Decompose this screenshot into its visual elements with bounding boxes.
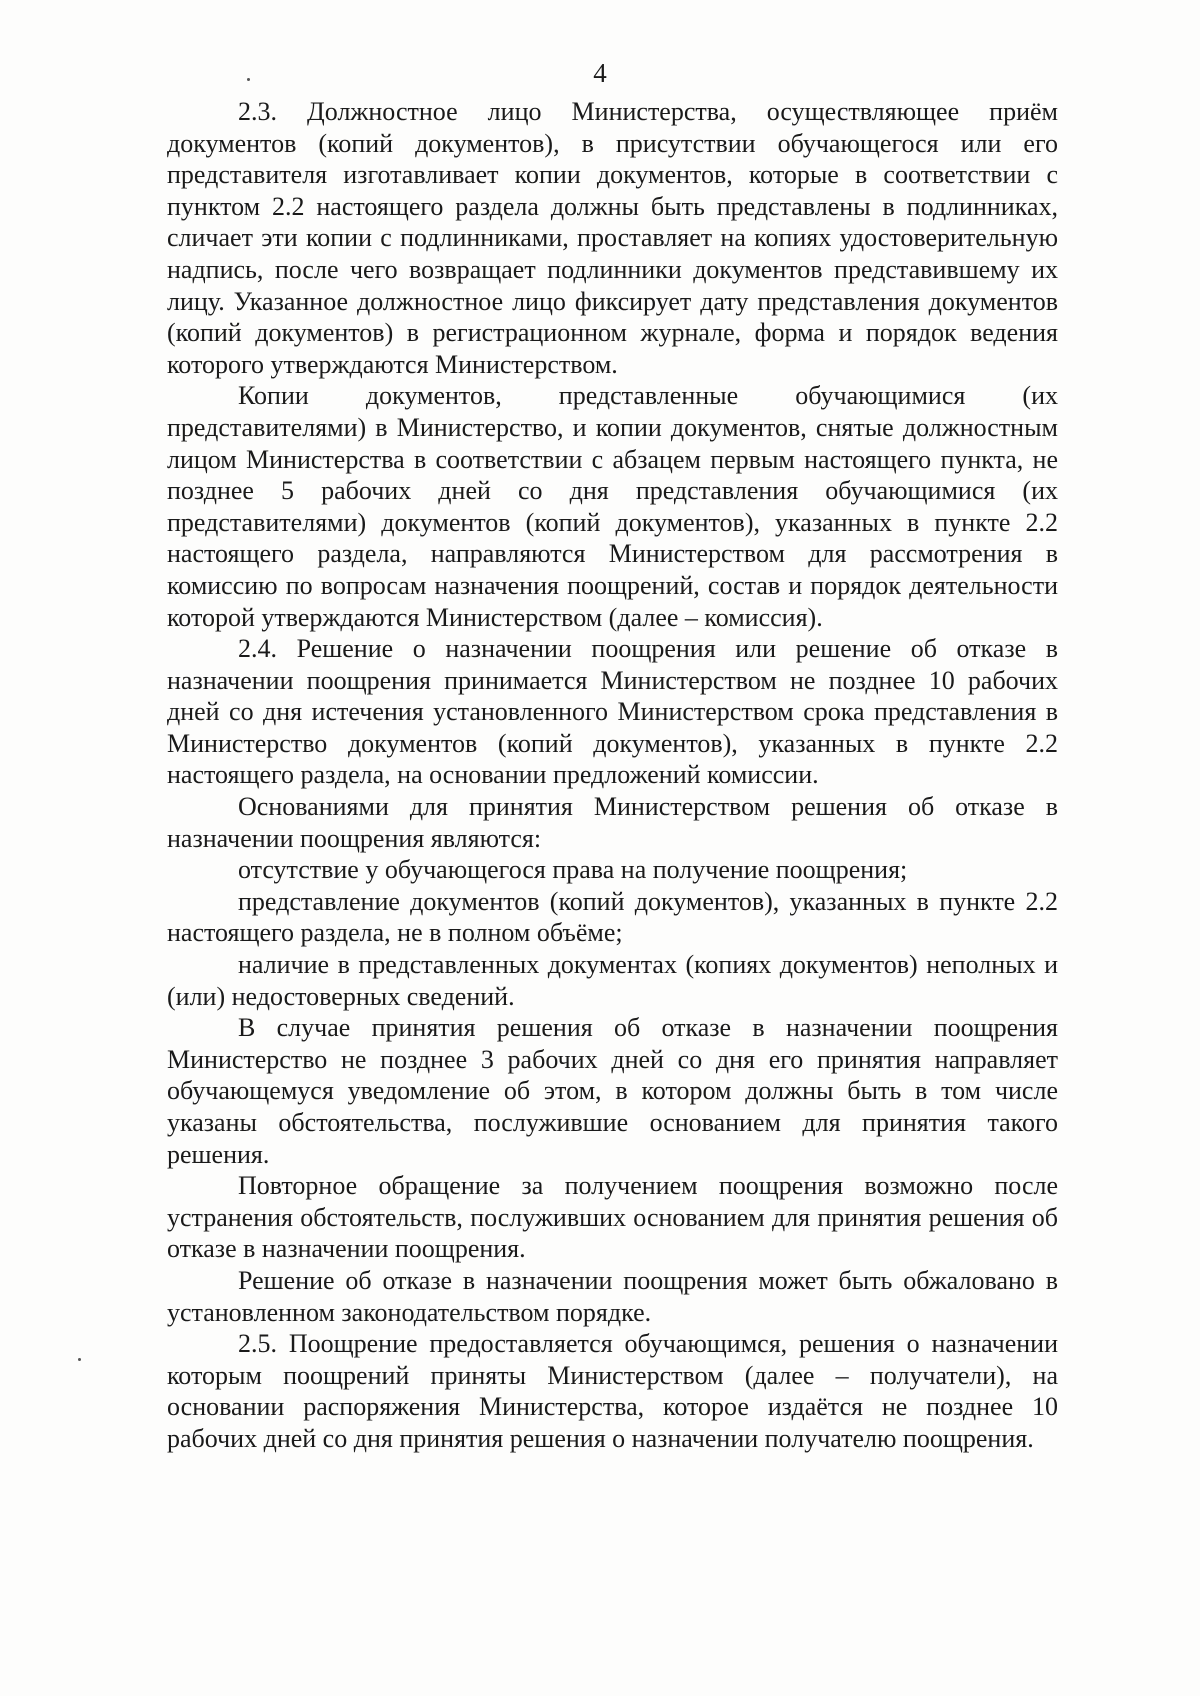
paragraph-2-3-copies: Копии документов, представленные обучающимися (их представителями) в Министерство, и копии документов, снятые должностным лицом Министерства в соответствии с абзацем первым настоящего пункта, не позднее 5 рабочих дней со дня представления обучающимися (их представителями) документов (копий документов), указанных в пункте 2.2 настоящего раздела, направляются Министерством для рассмотрения в комиссию по вопросам назначения поощрений, состав и порядок деятельности которой утверждаются Министерством (далее – комиссия). [167,381,1058,632]
scan-speck [247,78,250,81]
paragraph-2-4: 2.4. Решение о назначении поощрения или решение об отказе в назначении поощрения принимается Министерством не позднее 10 рабочих дней со дня истечения установленного Министерством срока представления в Министерство документов (копий документов), указанных в пункте 2.2 настоящего раздела, на основании предложений комиссии. [167,634,1058,790]
paragraph-refusal-grounds: Основаниями для принятия Министерством решения об отказе в назначении поощрения являются: [167,792,1058,853]
document-body [167,96,1058,1455]
page-number: 4 [593,58,607,88]
paragraph-repeat-request: Повторное обращение за получением поощрения возможно после устранения обстоятельств, послуживших основанием для принятия решения об отказе в назначении поощрения. [167,1171,1058,1264]
paragraph-refusal-notice: В случае принятия решения об отказе в назначении поощрения Министерство не позднее 3 рабочих дней со дня его принятия направляет обучающемуся уведомление об этом, в котором должны быть в том числе указаны обстоятельства, послужившие основанием для принятия такого решения. [167,1013,1058,1169]
paragraph-ground-no-right: отсутствие у обучающегося права на получение поощрения; [238,855,908,885]
paragraph-2-3: 2.3. Должностное лицо Министерства, осуществляющее приём документов (копий документов), в присутствии обучающегося или его представителя изготавливает копии документов, которые в соответствии с пунктом 2.2 настоящего раздела должны быть представлены в подлинниках, сличает эти копии с подлинниками, проставляет на копиях удостоверительную надпись, после чего возвращает подлинники документов представившему их лицу. Указанное должностное лицо фиксирует дату представления документов (копий документов) в регистрационном журнале, форма и порядок ведения которого утверждаются Министерством. [167,97,1058,379]
paragraph-ground-incomplete: представление документов (копий документов), указанных в пункте 2.2 настоящего раздела, не в полном объёме; [167,886,1058,948]
paragraph-2-5: 2.5. Поощрение предоставляется обучающимся, решения о назначении которым поощрений приняты Министерством (далее – получатели), на основании распоряжения Министерства, которое издаётся не позднее 10 рабочих дней со дня принятия решения о назначении получателю поощрения. [167,1329,1058,1453]
scan-speck [78,1358,81,1361]
paragraph-ground-invalid: наличие в представленных документах (копиях документов) неполных и (или) недостоверных сведений. [167,950,1058,1011]
paragraph-appeal: Решение об отказе в назначении поощрения может быть обжаловано в установленном законодательством порядке. [167,1265,1058,1327]
